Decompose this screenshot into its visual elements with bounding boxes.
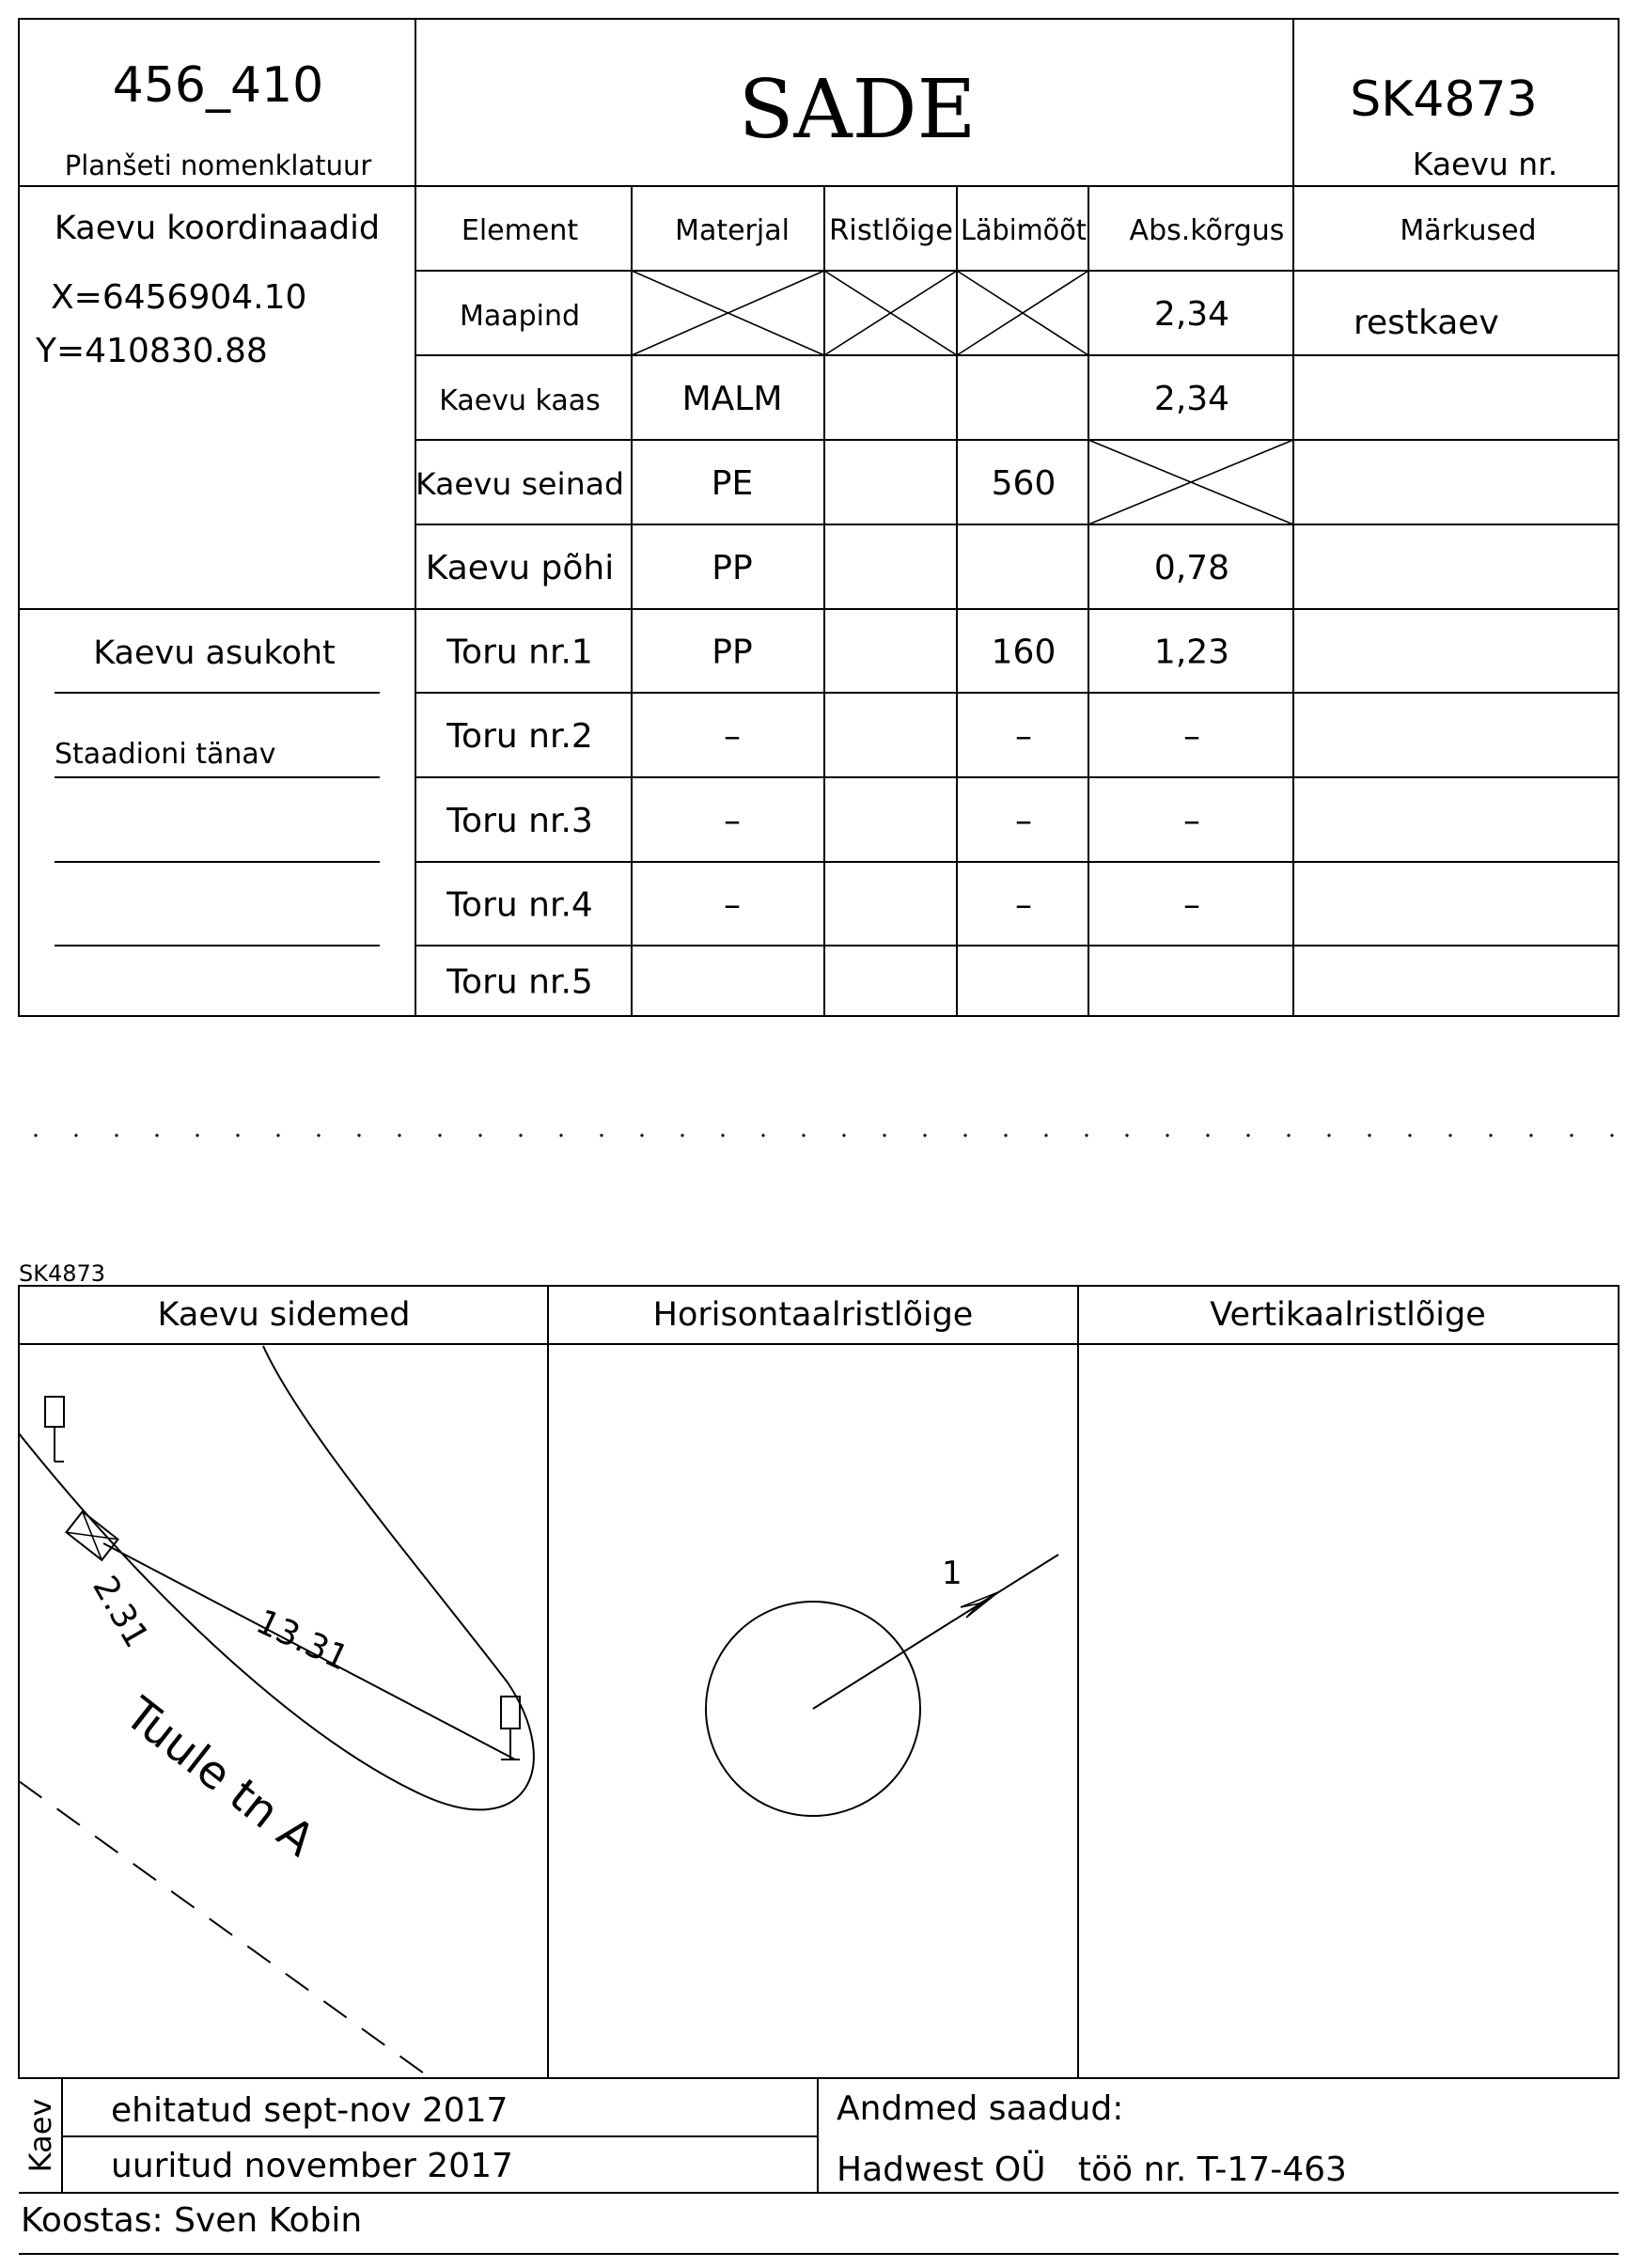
cut-line-dot [317, 1134, 320, 1136]
cut-line-dot [1044, 1134, 1047, 1136]
cut-line-dot [1206, 1134, 1209, 1136]
reference-point-marker [501, 1697, 520, 1728]
street-label: Tuule tn A [115, 1687, 324, 1868]
sheet-code: 456_410 [112, 57, 324, 114]
table-row [446, 717, 1200, 756]
cut-line-dot [1368, 1134, 1370, 1136]
table-cell-material: MALM [681, 380, 783, 418]
author: Koostas: Sven Kobin [21, 2201, 363, 2240]
cut-line-dot [357, 1134, 360, 1136]
drawing-card [19, 1260, 1619, 2078]
cut-line-dot [1327, 1134, 1330, 1136]
pipe-number-label: 1 [942, 1555, 962, 1592]
cut-line-dot [196, 1134, 198, 1136]
table-cell-material: – [724, 717, 741, 756]
table-cell-material: – [724, 885, 741, 925]
table-cell-material: PE [711, 464, 754, 503]
location-line-1: Staadioni tänav [55, 738, 276, 771]
cut-line-dot [1085, 1134, 1088, 1136]
cut-line-dot [478, 1134, 481, 1136]
table-cell-element: Toru nr.4 [446, 885, 593, 925]
table-cell-diameter: 160 [991, 633, 1056, 672]
table-cell-element: Maapind [459, 300, 581, 333]
column-header: Materjal [675, 214, 790, 247]
footer-side-label: Kaev [23, 2098, 58, 2173]
cut-line-dot [155, 1134, 158, 1136]
table-row [460, 295, 1499, 342]
dimension-label: 13.31 [250, 1602, 354, 1679]
table-cell-elevation: – [1183, 717, 1200, 756]
cut-line-dot [236, 1134, 239, 1136]
table-row [446, 633, 1229, 672]
cut-line-dot [1125, 1134, 1128, 1136]
cut-line-dot [115, 1134, 117, 1136]
table-cell-notes: restkaev [1354, 304, 1499, 342]
cut-line-dot [34, 1134, 37, 1136]
network-title: SADE [738, 63, 977, 157]
cut-line-dot [559, 1134, 562, 1136]
cut-line-dot [276, 1134, 279, 1136]
cut-line-dot [681, 1134, 683, 1136]
footer [19, 2078, 1619, 2254]
table-cell-elevation: 1,23 [1153, 633, 1230, 672]
table-cell-element: Toru nr.3 [446, 802, 593, 840]
table-row [426, 549, 1229, 587]
table-cell-diameter: – [1015, 885, 1032, 925]
table-cell-elevation: 2,34 [1153, 380, 1230, 418]
manhole-symbol [66, 1511, 117, 1560]
table-row [415, 464, 1056, 503]
cut-line-dot [1287, 1134, 1290, 1136]
table-cell-diameter: 560 [991, 464, 1056, 503]
cut-line-dot [1408, 1134, 1411, 1136]
table-cell-elevation: 0,78 [1153, 549, 1230, 587]
coordinate-x: X=6456904.10 [51, 278, 307, 317]
table-cell-material: PP [712, 633, 753, 672]
cut-line-dot [963, 1134, 966, 1136]
cut-line-dot [1004, 1134, 1007, 1136]
cut-line-dot [398, 1134, 400, 1136]
cut-line-dot [74, 1134, 77, 1136]
cut-line-dot [1246, 1134, 1249, 1136]
cut-line-dot [883, 1134, 885, 1136]
cut-line-dot [1610, 1134, 1613, 1136]
drawing-id-label: SK4873 [19, 1260, 106, 1287]
built-date: ehitatud sept-nov 2017 [111, 2091, 509, 2130]
cut-line-dot [1166, 1134, 1168, 1136]
table-cell-elevation: 2,34 [1153, 295, 1230, 334]
column-header: Läbimõõt [961, 214, 1088, 247]
coordinate-y: Y=410830.88 [36, 332, 268, 370]
table-cell-element: Kaevu kaas [439, 384, 601, 417]
pipe-direction-line [813, 1555, 1058, 1709]
table-row [439, 380, 1229, 418]
dimension-label: 2.31 [85, 1570, 156, 1654]
data-source-title: Andmed saadud: [837, 2089, 1124, 2128]
table-cell-material: PP [712, 549, 753, 587]
top-card [19, 19, 1619, 1016]
cut-line-dot [1529, 1134, 1532, 1136]
survey-date: uuritud november 2017 [111, 2147, 513, 2185]
location-title: Kaevu asukoht [93, 634, 336, 672]
reference-point-marker [45, 1397, 64, 1427]
column-header: Abs.kõrgus [1129, 214, 1285, 247]
table-cell-diameter: – [1015, 717, 1032, 756]
cut-line-dot [1570, 1134, 1573, 1136]
column-header: Märkused [1400, 214, 1537, 247]
column-header: Element [461, 214, 579, 247]
manhole-id-caption: Kaevu nr. [1412, 146, 1558, 182]
panel-title-vertical: Vertikaalristlõige [1210, 1296, 1486, 1334]
cut-line-dot [802, 1134, 805, 1136]
cut-line-dot [761, 1134, 764, 1136]
cut-line-dot [721, 1134, 724, 1136]
cut-line-dot [600, 1134, 602, 1136]
connections-sketch [19, 1346, 534, 2078]
horizontal-section-sketch [706, 1555, 1058, 1816]
data-source: Hadwest OÜ töö nr. T-17-463 [837, 2151, 1347, 2189]
table-cell-element: Kaevu põhi [425, 549, 615, 587]
sheet-code-caption: Planšeti nomenklatuur [64, 149, 372, 181]
table-cell-element: Toru nr.2 [446, 717, 593, 756]
table-row [446, 963, 593, 1002]
table-header [462, 214, 1537, 247]
coordinates-title: Kaevu koordinaadid [54, 210, 381, 247]
drawing-frame [19, 1286, 1619, 2078]
table-cell-element: Toru nr.1 [446, 633, 593, 672]
cut-line-dot [842, 1134, 845, 1136]
panel-title-connections: Kaevu sidemed [157, 1296, 411, 1334]
table-row [446, 886, 1200, 925]
column-header: Ristlõige [829, 214, 953, 247]
panel-title-horizontal: Horisontaalristlõige [652, 1296, 974, 1334]
dashed-boundary-line [19, 1781, 430, 2078]
table-cell-elevation: – [1183, 885, 1200, 925]
table-cell-element: Toru nr.5 [446, 962, 593, 1002]
table-row [446, 802, 1200, 840]
cut-line-dot [519, 1134, 522, 1136]
cut-line-dot [923, 1134, 926, 1136]
manhole-id: SK4873 [1350, 71, 1538, 128]
cut-line-dot [1489, 1134, 1492, 1136]
table-cell-elevation: – [1183, 802, 1200, 840]
cut-line-dot [438, 1134, 441, 1136]
cut-line-dot [640, 1134, 643, 1136]
table-cell-material: – [724, 802, 741, 840]
cut-line [34, 1134, 1613, 1136]
cut-line-dot [1448, 1134, 1451, 1136]
street-curb-line [19, 1346, 534, 1809]
table-cell-element: Kaevu seinad [415, 466, 624, 502]
table-cell-diameter: – [1015, 802, 1032, 840]
